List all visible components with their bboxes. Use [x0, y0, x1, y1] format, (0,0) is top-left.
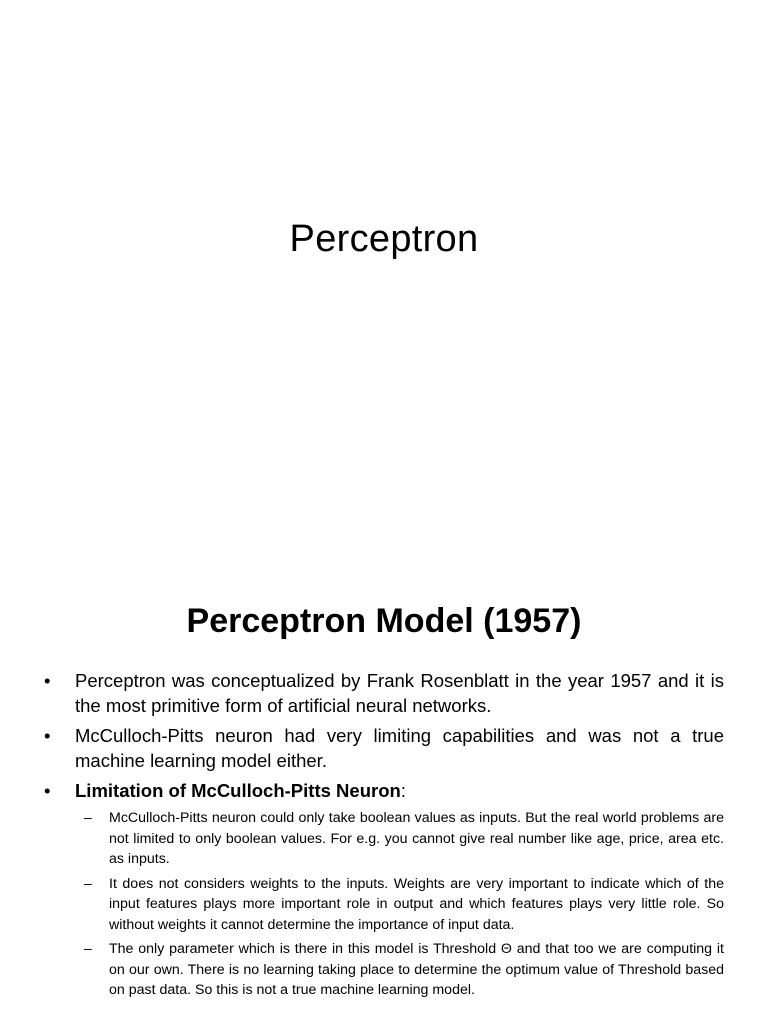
bullet-item-limitation: [44, 778, 724, 803]
bullet-text: Perceptron was conceptualized by Frank Rosenblatt in the year 1957 and it is the most primitive form of artificial neural networks.: [75, 670, 724, 716]
slide-perceptron-model: [0, 512, 768, 1024]
bullet-item: [44, 668, 724, 718]
sub-bullet-item: [44, 939, 724, 1001]
bullet-marker: •: [44, 780, 51, 801]
sub-bullet-text: It does not considers weights to the inputs. Weights are very important to indicate which of the input features plays more important role in output and which features plays very little role. So without weights it cannot determine the importance of input data.: [109, 875, 724, 933]
limitation-heading: Limitation of McCulloch-Pitts Neuron: [75, 780, 401, 801]
bullet-list: [44, 668, 724, 1005]
bullet-item: [44, 723, 724, 773]
sub-marker: –: [84, 941, 92, 957]
sub-bullet-item: [44, 808, 724, 870]
sub-marker: –: [84, 875, 92, 892]
bullet-text: McCulloch-Pitts neuron had very limiting capabilities and was not a true machine learning model either.: [75, 725, 724, 771]
sub-bullet-text: McCulloch-Pitts neuron could only take boolean values as inputs. But the real world problems are not limited to only boolean values. For e.g. you cannot give real number like age, price, area etc. as inputs.: [109, 810, 724, 867]
bullet-marker: •: [44, 725, 51, 746]
sub-bullet-item: [44, 874, 724, 936]
bullet-marker: •: [44, 670, 51, 691]
sub-bullet-text: The only parameter which is there in this model is Threshold Θ and that too we are computing it on our own. There is no learning taking place to determine the optimum value of Threshold based on past data. So this is not a true machine learning model.: [109, 941, 724, 998]
slide-title: Perceptron: [289, 218, 479, 260]
limitation-colon: :: [400, 780, 406, 801]
slide-title: Perceptron Model (1957): [186, 602, 582, 640]
sub-marker: –: [84, 810, 92, 826]
